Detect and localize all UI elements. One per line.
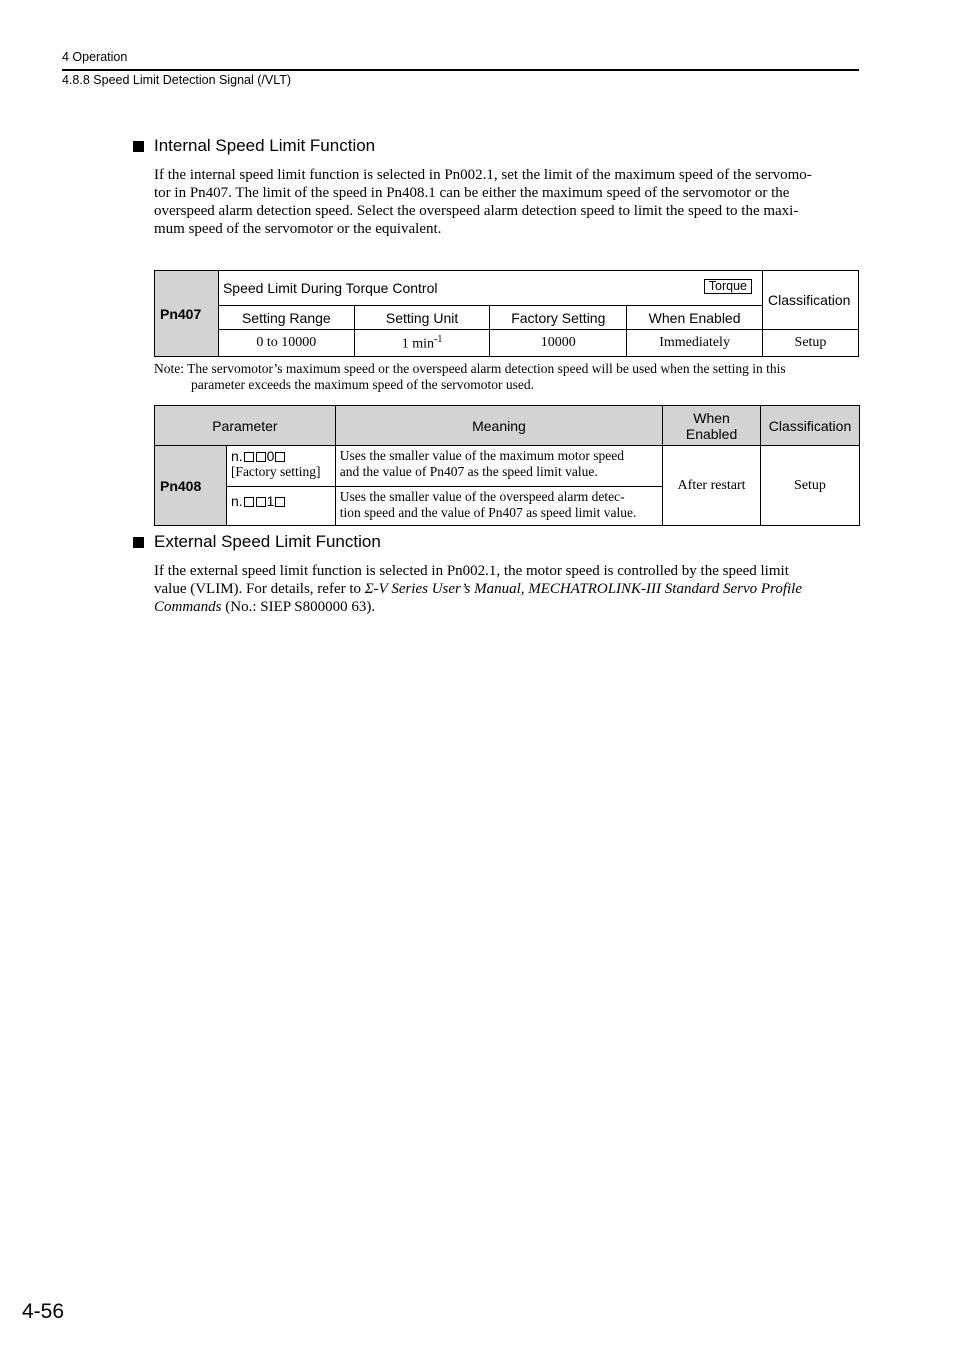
bullet-square-icon — [133, 141, 144, 152]
placeholder-box-icon — [275, 497, 285, 507]
external-body-line: If the external speed limit function is selected in Pn002.1, the motor speed is controlled by the speed limit — [154, 563, 789, 579]
external-body-line — [154, 598, 858, 616]
header-setting-unit: Setting Unit — [354, 306, 490, 330]
option-prefix: n. — [230, 493, 243, 509]
header-factory-setting: Factory Setting — [490, 306, 627, 330]
internal-body-line: overspeed alarm detection speed. Select the overspeed alarm detection speed to limit the speed to the maxi- — [154, 203, 799, 219]
bullet-square-icon — [133, 537, 144, 548]
pn407-name-cell — [218, 271, 762, 306]
manual-number: (No.: SIEP S800000 63). — [221, 599, 376, 615]
manual-title: Σ-V Series User’s Manual, MECHATROLINK-III Standard Servo Profile — [364, 581, 802, 597]
pn408-param-label: Pn408 — [160, 477, 202, 494]
pn408-param-cell — [155, 446, 227, 526]
option-1-code — [231, 493, 335, 509]
pn407-classification-value: Setup — [762, 330, 858, 357]
external-body-line — [154, 580, 858, 598]
header-meaning: Meaning — [335, 406, 662, 446]
note — [154, 361, 858, 393]
external-text: value (VLIM). For details, refer to — [154, 581, 365, 597]
header-when-line: When — [693, 409, 730, 426]
pn407-name: Speed Limit During Torque Control — [222, 280, 438, 296]
manual-title-cont: Commands — [154, 599, 222, 615]
header-when-enabled: When Enabled — [627, 306, 763, 330]
placeholder-box-icon — [275, 452, 285, 462]
external-title-text: External Speed Limit Function — [154, 532, 381, 551]
placeholder-box-icon — [256, 452, 266, 462]
internal-body-line: If the internal speed limit function is selected in Pn002.1, set the limit of the maximum speed of the servomo- — [154, 167, 812, 183]
meaning-line: Uses the smaller value of the maximum motor speed — [339, 448, 624, 463]
classification-header-text: Classification — [767, 292, 851, 308]
header-rule — [62, 69, 859, 71]
option-prefix: n. — [230, 448, 243, 464]
option-0-meaning — [335, 446, 662, 487]
meaning-line: Uses the smaller value of the overspeed alarm detec- — [339, 489, 625, 504]
option-1-meaning — [335, 487, 662, 526]
header-parameter: Parameter — [155, 406, 336, 446]
pn408-table — [154, 405, 860, 526]
section-header: 4.8.8 Speed Limit Detection Signal (/VLT) — [62, 73, 292, 87]
internal-body-line: tor in Pn407. The limit of the speed in Pn408.1 can be either the maximum speed of the servomotor or the — [154, 185, 790, 201]
meaning-line: and the value of Pn407 as the speed limit value. — [339, 464, 598, 479]
option-0-code — [231, 448, 335, 464]
header-enabled-line: Enabled — [685, 425, 738, 442]
chapter-header: 4 Operation — [62, 50, 128, 64]
pn407-param-cell — [155, 271, 219, 357]
pn407-classification-header — [762, 271, 858, 330]
pn407-factory-value: 10000 — [490, 330, 627, 357]
header-when-enabled — [663, 406, 761, 446]
meaning-line: tion speed and the value of Pn407 as speed limit value. — [339, 505, 637, 520]
placeholder-box-icon — [244, 497, 254, 507]
option-digit: 1 — [266, 493, 275, 509]
internal-title-text: Internal Speed Limit Function — [154, 136, 376, 155]
pn407-param-label: Pn407 — [160, 305, 202, 322]
external-body — [154, 562, 858, 616]
internal-section-title — [133, 136, 375, 156]
option-digit: 0 — [266, 448, 275, 464]
unit-exponent: -1 — [434, 333, 443, 345]
header-classification: Classification — [761, 406, 860, 446]
pn407-unit-value — [354, 330, 490, 357]
placeholder-box-icon — [256, 497, 266, 507]
pn408-classification-value: Setup — [761, 446, 860, 526]
placeholder-box-icon — [244, 452, 254, 462]
pn408-option-1 — [226, 487, 335, 526]
factory-setting-label: [Factory setting] — [230, 464, 321, 479]
internal-body-line: mum speed of the servomotor or the equivalent. — [154, 221, 442, 237]
header-setting-range: Setting Range — [218, 306, 354, 330]
pn408-option-0 — [226, 446, 335, 487]
page-number: 4-56 — [22, 1300, 65, 1323]
pn407-enabled-value: Immediately — [627, 330, 763, 357]
pn407-table — [154, 270, 859, 357]
unit-base: 1 min — [401, 336, 435, 352]
torque-badge: Torque — [704, 279, 752, 294]
external-section-title — [133, 532, 381, 552]
internal-body — [154, 166, 858, 238]
note-line-1: Note: The servomotor’s maximum speed or the overspeed alarm detection speed will be used when the setting in this — [154, 361, 786, 376]
note-line-2: parameter exceeds the maximum speed of the servomotor used. — [191, 377, 535, 392]
pn407-range-value: 0 to 10000 — [218, 330, 354, 357]
pn408-enabled-value: After restart — [663, 446, 761, 526]
